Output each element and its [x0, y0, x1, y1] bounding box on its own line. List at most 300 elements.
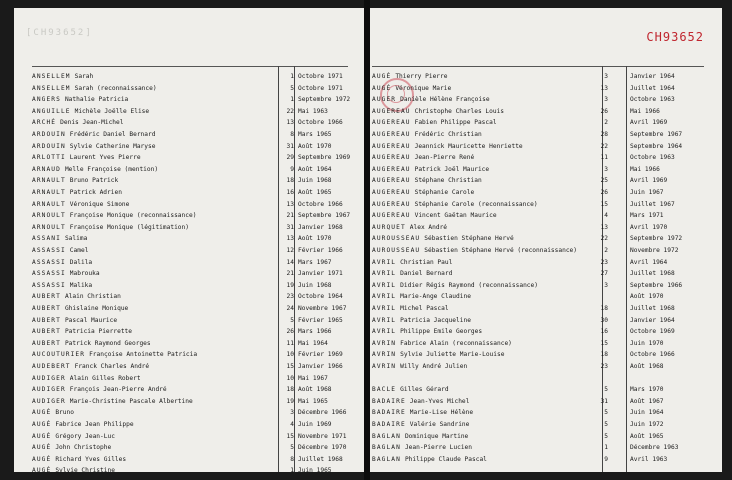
month-year-cell: Novembre 1967 — [298, 305, 347, 312]
given-names: Sylvie Christine — [55, 467, 115, 475]
entry-name — [32, 303, 286, 314]
entry-name — [32, 117, 286, 128]
register-row — [14, 384, 366, 395]
surname: ASSANI — [32, 235, 61, 243]
entry-name — [32, 384, 286, 395]
day-cell: 15 — [600, 339, 608, 347]
given-names: Vincent Gaëtan Maurice — [414, 212, 497, 220]
register-row — [368, 187, 722, 198]
register-row — [14, 303, 366, 314]
given-names: Sébastien Stéphane Hervé (reconnaissance) — [424, 247, 577, 254]
given-names: Christian Paul — [400, 258, 453, 266]
surname: AUGÉ — [32, 409, 52, 417]
surname: AUGÉ — [32, 444, 52, 452]
day-cell: 5 — [290, 444, 294, 452]
entry-name — [32, 106, 286, 117]
day-cell: 11 — [600, 154, 608, 162]
right-page — [368, 8, 722, 472]
month-year-cell: Octobre 1971 — [298, 84, 343, 92]
surname: AUGEREAU — [372, 189, 411, 196]
month-year-cell: Août 1964 — [298, 165, 332, 173]
surname: ANSELLEM — [32, 73, 71, 80]
given-names: Marie-Christine Pascale Albertine — [69, 397, 193, 405]
entry-name — [372, 291, 600, 302]
given-names: Alain Christian — [64, 293, 121, 301]
surname: ASSASSI — [32, 258, 66, 266]
register-row — [14, 315, 366, 326]
top-rule — [32, 66, 348, 67]
month-year-cell: Janvier 1966 — [298, 363, 343, 370]
entry-name — [372, 442, 600, 453]
register-row — [14, 257, 366, 268]
entry-name — [372, 129, 600, 140]
given-names: Pascal Maurice — [64, 316, 118, 324]
day-cell: 14 — [286, 258, 294, 266]
day-cell: 1 — [290, 467, 294, 475]
given-names: Melle Françoise (mention) — [64, 165, 159, 173]
day-cell: 18 — [286, 386, 294, 394]
day-cell: 5 — [290, 316, 294, 324]
surname: BAGLAN — [372, 455, 401, 463]
day-cell: 4 — [604, 212, 608, 220]
given-names: Fabrice Jean Philippe — [55, 421, 134, 428]
month-year-cell: Septembre 1969 — [298, 154, 351, 162]
day-cell: 10 — [286, 351, 294, 359]
day-cell: 26 — [286, 328, 294, 336]
surname: ARDOUIN — [32, 131, 66, 138]
given-names: John Christophe — [55, 444, 112, 452]
entry-name — [32, 280, 286, 291]
surname: AUGÉ — [372, 73, 392, 80]
entry-name — [32, 465, 286, 476]
day-cell: 23 — [600, 363, 608, 370]
entry-name — [372, 175, 600, 186]
day-cell: 27 — [600, 270, 608, 278]
month-year-cell: Décembre 1970 — [298, 444, 347, 452]
month-year-cell: Septembre 1967 — [630, 131, 683, 138]
entry-name — [372, 384, 600, 395]
given-names: Françoise Monique (reconnaissance) — [69, 212, 197, 220]
register-row — [368, 338, 722, 349]
entry-name — [32, 164, 286, 175]
day-cell: 22 — [600, 142, 608, 150]
month-year-cell: Juillet 1967 — [630, 200, 675, 208]
day-cell: 13 — [286, 119, 294, 127]
register-row — [14, 419, 366, 430]
surname: AUBERT — [32, 316, 61, 324]
surname: AUGEREAU — [372, 131, 411, 138]
month-year-cell: Février 1966 — [298, 247, 343, 254]
surname: ARNOULT — [32, 223, 66, 231]
given-names: Patricia Pierrette — [64, 328, 133, 336]
entry-name — [32, 187, 286, 198]
given-names: Marie-Lise Hélène — [409, 409, 474, 417]
given-names: Thierry Pierre — [395, 73, 448, 80]
day-cell: 9 — [290, 165, 294, 173]
register-row — [368, 349, 722, 360]
top-rule — [372, 66, 704, 67]
entry-name — [372, 106, 600, 117]
day-cell: 2 — [604, 119, 608, 127]
day-cell: 5 — [290, 84, 294, 92]
entry-name — [32, 152, 286, 163]
month-year-cell: Juin 1967 — [630, 189, 664, 196]
register-row — [14, 175, 366, 186]
register-row — [14, 373, 366, 384]
surname: AURQUET — [372, 223, 406, 231]
given-names: Ghislaine Monique — [64, 305, 129, 312]
month-year-cell: Mai 1966 — [630, 165, 660, 173]
day-cell: 16 — [286, 189, 294, 196]
given-names: Laurent Yves Pierre — [69, 154, 141, 162]
entry-name — [372, 338, 600, 349]
surname: AUCOUTURIER — [32, 351, 86, 359]
month-year-cell: Août 1967 — [630, 397, 664, 405]
entry-name — [372, 454, 600, 465]
register-row — [14, 129, 366, 140]
register-row — [14, 291, 366, 302]
day-cell: 24 — [286, 305, 294, 312]
surname: BACLE — [372, 386, 397, 394]
month-year-cell: Avril 1969 — [630, 119, 668, 127]
month-year-cell: Mai 1966 — [630, 107, 660, 115]
entry-name — [32, 338, 286, 349]
register-row — [14, 210, 366, 221]
register-row — [14, 338, 366, 349]
month-year-cell: Juillet 1964 — [630, 84, 675, 92]
surname: AVRIL — [372, 305, 397, 312]
given-names: Jean-Pierre Lucien — [404, 444, 473, 452]
day-cell: 22 — [600, 235, 608, 243]
month-year-cell: Octobre 1971 — [298, 73, 343, 80]
given-names: Dominique Martine — [404, 432, 469, 440]
month-year-cell: Mars 1970 — [630, 386, 664, 394]
entry-name — [372, 164, 600, 175]
day-cell: 8 — [290, 131, 294, 138]
month-year-cell: Novembre 1971 — [298, 432, 347, 440]
month-year-cell: Janvier 1964 — [630, 316, 675, 324]
entry-name — [32, 315, 286, 326]
day-cell: 19 — [286, 281, 294, 289]
given-names: Didier Régis Raymond (reconnaissance) — [400, 281, 538, 289]
entry-name — [32, 407, 286, 418]
register-row — [368, 291, 722, 302]
entry-name — [32, 210, 286, 221]
month-year-cell: Mai 1967 — [298, 374, 328, 382]
month-year-cell: Avril 1963 — [630, 455, 668, 463]
given-names: Franck Charles André — [74, 363, 150, 370]
entry-name — [32, 268, 286, 279]
given-names: Stéphanie Carole (reconnaissance) — [414, 200, 538, 208]
entry-name — [372, 141, 600, 152]
given-names: Véronique Simone — [69, 200, 130, 208]
entry-name — [372, 233, 600, 244]
register-row — [14, 199, 366, 210]
surname: AUROUSSEAU — [372, 247, 421, 254]
month-year-cell: Février 1969 — [298, 351, 343, 359]
surname: AVRIN — [372, 363, 397, 370]
left-page — [14, 8, 366, 475]
given-names: Sarah (reconnaissance) — [74, 84, 157, 92]
surname: AUDIGER — [32, 374, 66, 382]
given-names: François Jean-Pierre André — [69, 386, 167, 394]
month-year-cell: Mars 1967 — [298, 258, 332, 266]
register-row — [368, 384, 722, 395]
month-year-cell: Septembre 1972 — [298, 96, 351, 104]
day-cell: 3 — [604, 165, 608, 173]
register-row — [368, 431, 722, 442]
month-year-cell: Juillet 1968 — [298, 455, 343, 463]
surname: ASSASSI — [32, 247, 66, 254]
month-year-cell: Octobre 1963 — [630, 96, 675, 104]
entry-name — [32, 141, 286, 152]
month-year-cell: Mars 1966 — [298, 328, 332, 336]
register-row — [368, 454, 722, 465]
register-row — [368, 94, 722, 105]
register-row — [14, 233, 366, 244]
day-cell: 23 — [600, 258, 608, 266]
given-names: Patrick Joël Maurice — [414, 165, 490, 173]
surname: BAGLAN — [372, 444, 401, 452]
surname: AUGÉ — [32, 467, 52, 475]
month-year-cell: Décembre 1966 — [298, 409, 347, 417]
month-year-cell: Août 1965 — [630, 432, 664, 440]
surname: AUBERT — [32, 305, 61, 312]
entry-name — [32, 222, 286, 233]
surname: ASSASSI — [32, 270, 66, 278]
register-row — [368, 315, 722, 326]
day-cell: 1 — [290, 73, 294, 80]
register-row — [368, 222, 722, 233]
entry-name — [372, 280, 600, 291]
entry-name — [372, 83, 600, 94]
given-names: Marie-Ange Claudine — [400, 293, 471, 301]
surname: AUGEREAU — [372, 154, 411, 162]
day-cell: 31 — [600, 397, 608, 405]
entry-name — [372, 117, 600, 128]
surname: ARCHÉ — [32, 119, 57, 127]
day-cell: 5 — [604, 409, 608, 417]
register-row — [368, 268, 722, 279]
month-year-cell: Novembre 1972 — [630, 247, 679, 254]
surname: ANSELLEM — [32, 84, 71, 92]
entry-name — [32, 373, 286, 384]
month-year-cell: Juin 1968 — [298, 281, 332, 289]
given-names: Sylvie Juliette Marie-Louise — [400, 351, 505, 359]
register-row — [14, 94, 366, 105]
day-cell: 15 — [600, 200, 608, 208]
surname: AUGEREAU — [372, 200, 411, 208]
day-cell: 10 — [286, 374, 294, 382]
given-names: Bruno — [55, 409, 74, 417]
register-row — [368, 175, 722, 186]
register-row — [368, 210, 722, 221]
surname: AUGÉ — [372, 84, 392, 92]
month-year-cell: Août 1968 — [630, 363, 664, 370]
surname: AVRIL — [372, 316, 397, 324]
surname: BADAIRE — [372, 421, 406, 428]
entry-name — [32, 454, 286, 465]
surname: AUGÉ — [32, 455, 52, 463]
given-names: Salima — [64, 235, 88, 243]
surname: AVRIN — [372, 351, 397, 359]
register-row — [14, 106, 366, 117]
day-cell: 19 — [286, 397, 294, 405]
month-year-cell: Mars 1965 — [298, 131, 332, 138]
given-names: Patrick Raymond Georges — [64, 339, 151, 347]
given-names: Valérie Sandrine — [409, 421, 470, 428]
month-year-cell: Décembre 1963 — [630, 444, 679, 452]
month-year-cell: Août 1968 — [298, 386, 332, 394]
day-cell: 1 — [604, 444, 608, 452]
given-names: Jean-Yves Michel — [409, 397, 470, 405]
day-cell: 29 — [286, 154, 294, 162]
register-row — [14, 152, 366, 163]
register-row — [14, 396, 366, 407]
register-row — [368, 396, 722, 407]
day-cell: 1 — [290, 96, 294, 104]
register-row — [14, 442, 366, 453]
entry-name — [372, 257, 600, 268]
surname: AUDEBERT — [32, 363, 71, 370]
day-cell: 3 — [290, 409, 294, 417]
given-names: Danièle Hélène Françoise — [400, 96, 490, 104]
register-row — [14, 326, 366, 337]
entry-name — [32, 233, 286, 244]
given-names: Philippe Emile Georges — [400, 328, 483, 336]
given-names: Fabien Philippe Pascal — [414, 119, 497, 127]
register-row — [14, 407, 366, 418]
entry-name — [32, 245, 286, 256]
given-names: Stéphane Christian — [414, 177, 482, 185]
entry-name — [32, 175, 286, 186]
surname: AUROUSSEAU — [372, 235, 421, 243]
month-year-cell: Mars 1971 — [630, 212, 664, 220]
day-cell: 26 — [600, 189, 608, 196]
register-row — [368, 117, 722, 128]
month-year-cell: Octobre 1963 — [630, 154, 675, 162]
surname: ASSASSI — [32, 281, 66, 289]
day-cell: 4 — [290, 421, 294, 428]
register-row — [14, 141, 366, 152]
entry-name — [372, 152, 600, 163]
given-names: Willy André Julien — [400, 363, 468, 370]
register-row — [368, 361, 722, 372]
register-row — [368, 106, 722, 117]
given-names: Alex André — [409, 223, 448, 231]
register-row — [368, 141, 722, 152]
surname: AVRIL — [372, 281, 397, 289]
register-row — [14, 117, 366, 128]
entry-name — [372, 349, 600, 360]
register-row — [368, 199, 722, 210]
given-names: Bruno Patrick — [69, 177, 119, 185]
entry-name — [372, 407, 600, 418]
register-row — [368, 280, 722, 291]
month-year-cell: Août 1970 — [298, 235, 332, 243]
register-row — [14, 280, 366, 291]
surname: AUGEREAU — [372, 119, 411, 127]
entry-name — [372, 419, 600, 430]
surname: ANGUILLE — [32, 107, 71, 115]
month-year-cell: Août 1970 — [630, 293, 664, 301]
given-names: Philippe Claude Pascal — [404, 455, 487, 463]
day-cell: 13 — [286, 200, 294, 208]
register-row — [368, 71, 722, 82]
entry-name — [32, 431, 286, 442]
book-spine — [364, 0, 370, 480]
given-names: Sébastien Stéphane Hervé — [424, 235, 514, 243]
given-names: Alain Gilles Robert — [69, 374, 141, 382]
given-names: Frédéric Christian — [414, 131, 482, 138]
month-year-cell: Septembre 1972 — [630, 235, 683, 243]
surname: AUGEREAU — [372, 212, 411, 220]
given-names: Patricia Jacqueline — [400, 316, 471, 324]
register-row — [368, 83, 722, 94]
surname: AVRIN — [372, 339, 397, 347]
month-year-cell: Octobre 1966 — [298, 119, 343, 127]
register-row — [14, 361, 366, 372]
month-year-cell: Mai 1964 — [298, 339, 328, 347]
given-names: Malika — [69, 281, 93, 289]
surname: AUDIGER — [32, 397, 66, 405]
entry-name — [372, 94, 600, 105]
month-year-cell: Octobre 1966 — [298, 200, 343, 208]
month-year-cell: Septembre 1964 — [630, 142, 683, 150]
day-cell: 26 — [600, 107, 608, 115]
entry-name — [32, 199, 286, 210]
month-year-cell: Juin 1972 — [630, 421, 664, 428]
register-row — [14, 349, 366, 360]
register-row — [14, 187, 366, 198]
register-row — [14, 245, 366, 256]
month-year-cell: Septembre 1966 — [630, 281, 683, 289]
entry-name — [32, 419, 286, 430]
entry-name — [372, 199, 600, 210]
day-cell: 3 — [604, 73, 608, 80]
day-cell: 15 — [286, 363, 294, 370]
entry-name — [372, 245, 600, 256]
day-cell: 15 — [286, 432, 294, 440]
day-cell: 23 — [286, 293, 294, 301]
register-row — [368, 152, 722, 163]
register-row — [14, 71, 366, 82]
register-row — [14, 454, 366, 465]
day-cell: 30 — [600, 316, 608, 324]
day-cell: 5 — [604, 432, 608, 440]
surname: AUGÉ — [32, 421, 52, 428]
month-year-cell: Janvier 1971 — [298, 270, 343, 278]
given-names: Sylvie Catherine Maryse — [69, 142, 156, 150]
given-names: Gilles Gérard — [400, 386, 449, 394]
register-row — [368, 129, 722, 140]
month-year-cell: Octobre 1964 — [298, 293, 343, 301]
entry-name — [32, 257, 286, 268]
entry-name — [372, 431, 600, 442]
surname: AUBERT — [32, 339, 61, 347]
given-names: Jeannick Mauricette Henriette — [414, 142, 523, 150]
given-names: Nathalie Patricia — [64, 96, 129, 104]
month-year-cell: Juin 1969 — [298, 421, 332, 428]
month-year-cell: Juillet 1968 — [630, 305, 675, 312]
day-cell: 21 — [286, 212, 294, 220]
month-year-cell: Septembre 1967 — [298, 212, 351, 220]
surname: ARNAULT — [32, 200, 66, 208]
surname: ARNAULT — [32, 177, 66, 185]
entry-name — [32, 94, 286, 105]
month-year-cell: Janvier 1968 — [298, 223, 343, 231]
day-cell: 22 — [286, 107, 294, 115]
